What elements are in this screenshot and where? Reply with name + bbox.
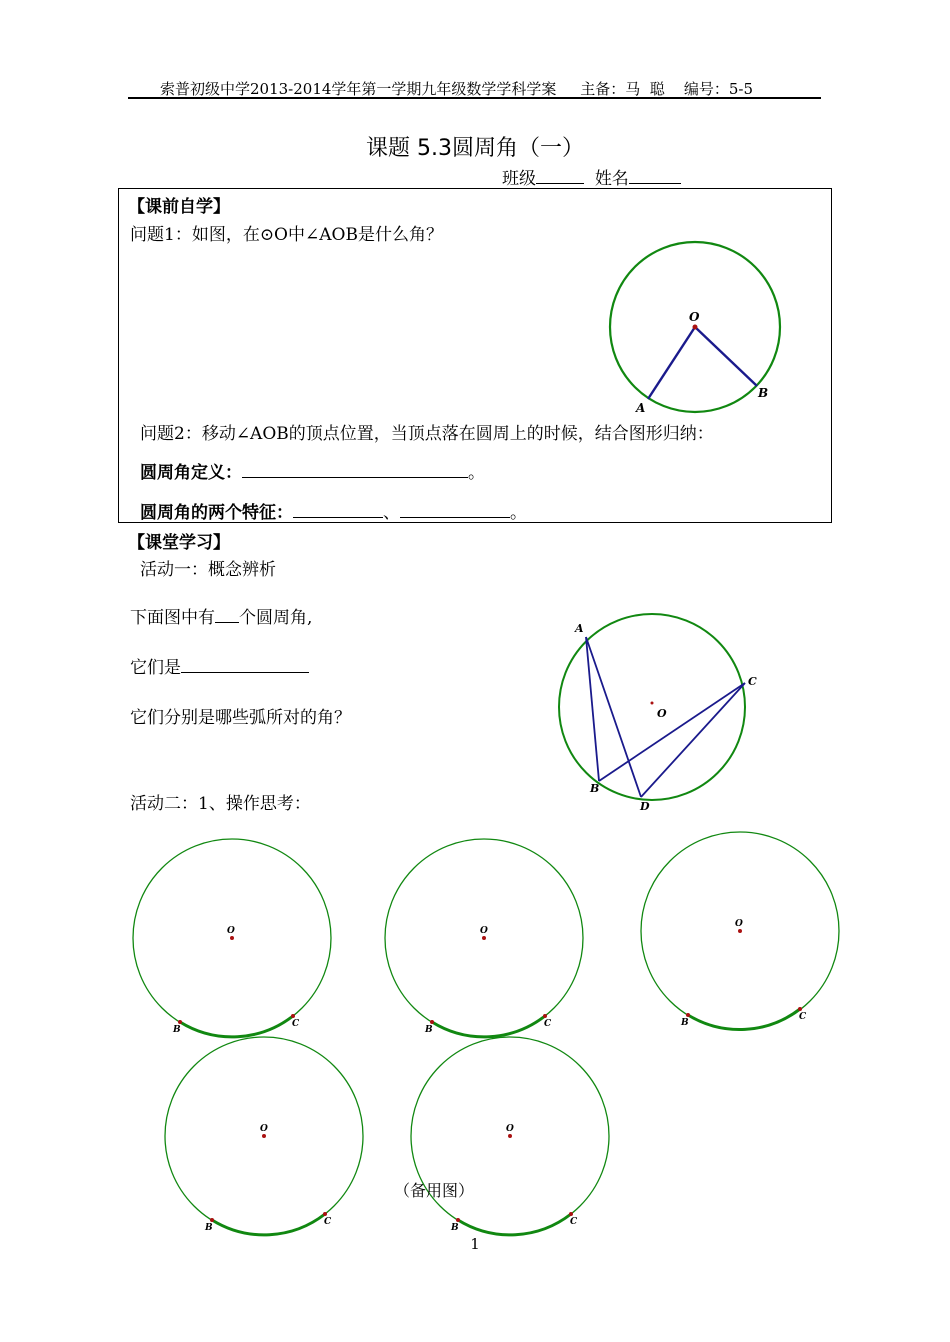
- fig1-segment-OB: [695, 327, 757, 386]
- op1-arc-BC: [180, 1016, 293, 1037]
- op5-label-O: O: [506, 1124, 514, 1134]
- fig2-segment-DC: [641, 683, 745, 797]
- op3-point-B: [686, 1013, 690, 1017]
- op3-label-B: B: [681, 1018, 689, 1028]
- fig2-label-D: D: [640, 800, 650, 813]
- features-end: 。: [510, 503, 527, 523]
- op3-label-C: C: [799, 1012, 807, 1022]
- op2-point-B: [430, 1020, 434, 1024]
- count-post: 个圆周角,: [239, 608, 313, 628]
- op4-point-B: [210, 1218, 214, 1222]
- op4-label-O: O: [260, 1124, 268, 1134]
- fig1-label-A: A: [636, 401, 646, 415]
- op4-label-B: B: [205, 1223, 213, 1233]
- operation-circle-5: [411, 1037, 609, 1235]
- fig1-segment-OA: [648, 327, 695, 399]
- op5-point-B: [456, 1218, 460, 1222]
- op2-label-C: C: [544, 1019, 552, 1029]
- question-1: 问题1：如图，在⊙O中∠AOB是什么角？: [130, 225, 443, 245]
- operation-circle-3: [641, 832, 839, 1030]
- arcs-question: 它们分别是哪些弧所对的角？: [130, 708, 351, 728]
- operation-circle-2: [385, 839, 583, 1037]
- op1-label-O: O: [227, 926, 235, 936]
- op4-center: [262, 1134, 266, 1138]
- fig1-center-point: [693, 325, 698, 330]
- op4-label-C: C: [324, 1217, 332, 1227]
- op1-point-B: [178, 1020, 182, 1024]
- features-label: 圆周角的两个特征：: [140, 503, 293, 523]
- question-2: 问题2：移动∠AOB的顶点位置，当顶点落在圆周上的时候，结合图形归纳：: [140, 424, 714, 444]
- lesson-title: 课题 5.3圆周角（一）: [366, 136, 584, 161]
- features-sep: 、: [383, 503, 400, 523]
- name-label: 姓名: [594, 169, 629, 189]
- op3-arc-BC: [688, 1009, 800, 1030]
- op1-center: [230, 936, 234, 940]
- figure-inscribed-angles: [559, 614, 757, 813]
- op5-arc-BC: [458, 1214, 571, 1235]
- fig2-label-A: A: [575, 622, 584, 635]
- op4-arc-BC: [212, 1214, 325, 1235]
- activity-1-label: 活动一：概念辨析: [140, 560, 276, 580]
- section-preview-heading: 【课前自学】: [128, 197, 230, 217]
- fig2-center-point: [651, 702, 654, 705]
- activity-2-label: 活动二：1、操作思考：: [130, 794, 311, 814]
- fig2-label-B: B: [590, 782, 600, 795]
- spare-figure-caption: （备用图）: [394, 1181, 475, 1200]
- definition-end: 。: [468, 463, 485, 483]
- operation-circle-1: [133, 839, 331, 1037]
- operation-circle-4: [165, 1037, 363, 1235]
- op4-point-C: [323, 1212, 327, 1216]
- op2-label-B: B: [425, 1025, 433, 1035]
- fig2-label-C: C: [748, 675, 757, 688]
- op3-center: [738, 929, 742, 933]
- figure-central-angle: [610, 242, 780, 415]
- op1-label-B: B: [173, 1025, 181, 1035]
- section-class-heading: 【课堂学习】: [128, 533, 230, 553]
- op5-label-B: B: [451, 1223, 459, 1233]
- op2-label-O: O: [480, 926, 488, 936]
- fig2-segment-AD: [586, 637, 641, 797]
- which-label: 它们是: [130, 658, 181, 678]
- fig1-label-O: O: [689, 310, 700, 324]
- page-header: 索普初级中学2013-2014学年第一学期九年级数学学科学案 主备：马 聪 编号：5-5: [160, 80, 754, 98]
- op1-point-C: [291, 1014, 295, 1018]
- op1-label-C: C: [292, 1019, 300, 1029]
- op2-center: [482, 936, 486, 940]
- fig2-label-O: O: [657, 707, 667, 720]
- op2-arc-BC: [432, 1016, 545, 1037]
- page-number: 1: [470, 1235, 480, 1253]
- class-label: 班级: [502, 169, 536, 189]
- op2-point-C: [543, 1014, 547, 1018]
- count-pre: 下面图中有: [130, 608, 215, 628]
- fig1-label-B: B: [758, 386, 769, 400]
- definition-label: 圆周角定义：: [140, 463, 242, 483]
- op5-center: [508, 1134, 512, 1138]
- op3-label-O: O: [735, 919, 743, 929]
- op5-label-C: C: [570, 1217, 578, 1227]
- op3-point-C: [798, 1007, 802, 1011]
- op5-point-C: [569, 1212, 573, 1216]
